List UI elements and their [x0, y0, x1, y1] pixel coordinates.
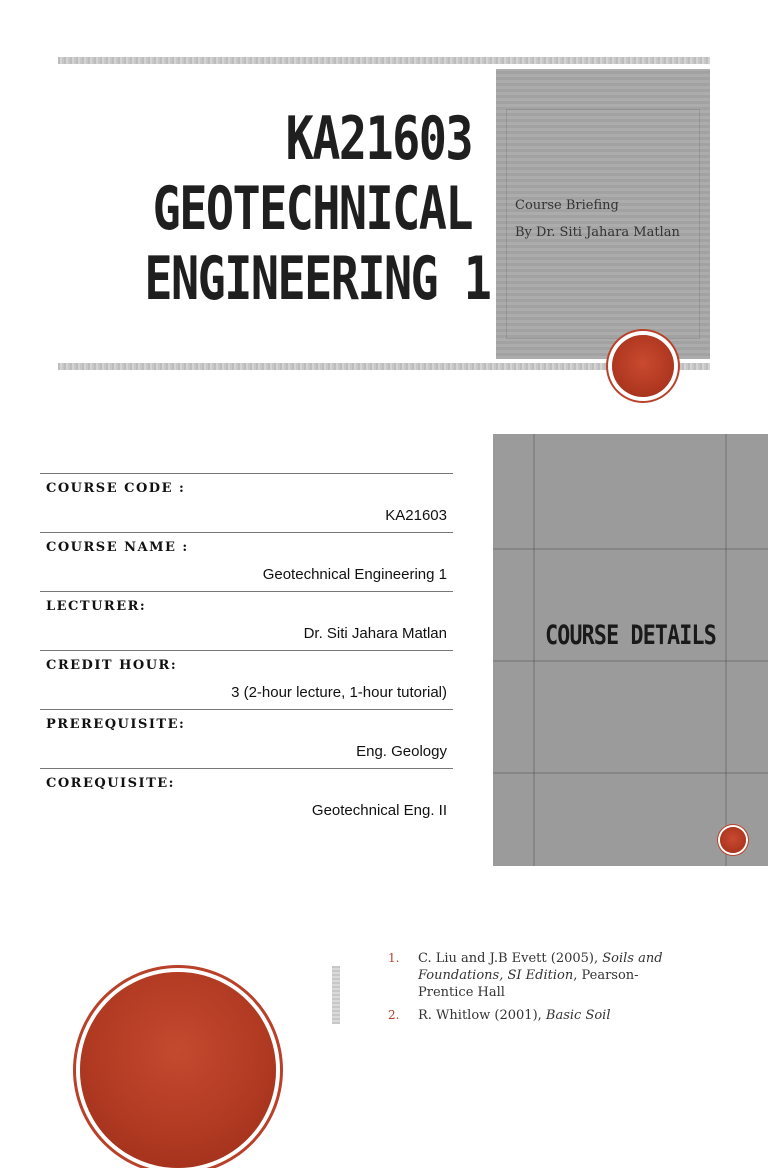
row-value: Eng. Geology	[356, 743, 447, 760]
course-details-table	[40, 473, 453, 827]
row-label: COURSE CODE :	[46, 481, 186, 496]
subtitle-text: Course Briefing	[515, 198, 619, 213]
ref-authors: R. Whitlow (2001),	[418, 1008, 546, 1023]
ref-authors: C. Liu and J.B Evett (2005),	[418, 951, 603, 966]
title-line-1: KA21603	[285, 104, 472, 174]
decorative-circle-small	[720, 827, 746, 853]
table-row	[40, 532, 453, 591]
panel-line	[493, 772, 768, 774]
table-row	[40, 591, 453, 650]
row-label: LECTURER:	[46, 599, 147, 614]
list-number: 2.	[388, 1008, 400, 1022]
slide-title	[144, 104, 491, 314]
list-item	[388, 1007, 688, 1024]
row-value: KA21603	[385, 507, 447, 524]
title-line-2: GEOTECHNICAL	[152, 174, 472, 244]
decorative-circle	[612, 335, 674, 397]
panel-line	[493, 548, 768, 550]
table-row	[40, 768, 453, 827]
top-rule	[58, 57, 710, 64]
decorative-circle-large	[80, 972, 276, 1168]
title-slide	[0, 0, 768, 410]
reference-list	[388, 950, 688, 1030]
ref-title: Soils and Foundations, SI Edition	[418, 951, 663, 983]
list-number: 1.	[388, 951, 400, 965]
row-value: 3 (2-hour lecture, 1-hour tutorial)	[231, 684, 447, 701]
row-value: Geotechnical Eng. II	[311, 802, 447, 819]
row-label: COURSE NAME :	[46, 540, 189, 555]
course-details-title: COURSE DETAILS	[545, 620, 716, 651]
ref-title: Basic Soil	[545, 1008, 611, 1023]
title-line-3: ENGINEERING 1	[144, 244, 491, 314]
row-label: PREREQUISITE:	[46, 717, 186, 732]
divider-bar	[332, 966, 340, 1024]
ref-publisher: , Pearson-Prentice Hall	[418, 968, 639, 1000]
subtitle-block	[515, 192, 680, 246]
row-label: CREDIT HOUR:	[46, 658, 178, 673]
row-value: Dr. Siti Jahara Matlan	[303, 625, 447, 642]
table-row	[40, 650, 453, 709]
row-label: COREQUISITE:	[46, 776, 175, 791]
panel-line	[493, 660, 768, 662]
table-row	[40, 709, 453, 768]
author-text: By Dr. Siti Jahara Matlan	[515, 225, 680, 240]
list-item	[388, 950, 688, 1001]
table-row	[40, 473, 453, 532]
row-value: Geotechnical Engineering 1	[262, 566, 447, 583]
